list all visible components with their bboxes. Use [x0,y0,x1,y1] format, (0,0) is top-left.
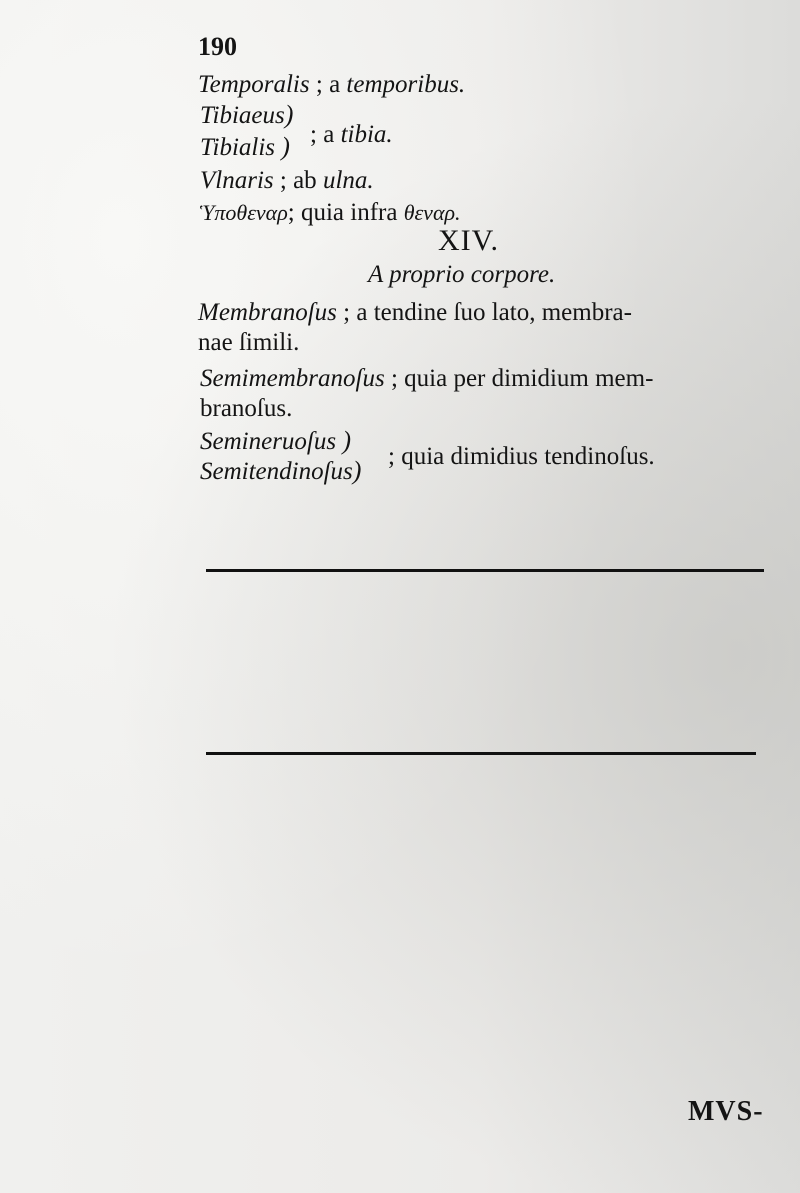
catchword: MVS- [688,1096,764,1127]
entry-term: Vlnaris [200,167,274,194]
entry-separator: ; [343,299,351,326]
entry-ulnaris [200,166,374,196]
brace-top: ) [342,426,352,455]
entry-prefix: a [329,71,341,98]
entry-term: Semitendinoſus [200,458,353,485]
entry-tibia-explanation [310,120,393,150]
entry-tibiaeus [200,100,293,131]
entry-text: quia per dimidium mem- [404,365,654,392]
entry-tibialis [200,132,290,163]
entry-prefix: a [323,121,335,148]
entry-separator: ; [315,71,323,98]
entry-separator: ; [310,121,317,148]
entry-greek: θεναρ. [403,200,461,225]
entry-temporalis [198,70,465,100]
entry-term-greek: Ὑποθεναρ [200,200,288,225]
entry-source: temporibus. [346,71,466,98]
entry-membranosus-line2: nae ſimili. [198,329,300,356]
entry-semi-explanation [388,442,655,472]
entry-separator: ; [287,199,295,226]
entry-hypothenar [200,198,461,228]
entry-term: Tibialis [200,134,276,161]
horizontal-rule-bottom [206,752,756,755]
entry-membranosus-line1 [198,298,632,328]
entry-source: ulna. [322,167,374,194]
entry-term: Membranoſus [198,299,337,326]
entry-term: Temporalis [198,71,310,98]
horizontal-rule-top [206,569,764,572]
entry-semitendinosus [200,456,361,487]
entry-text: quia infra [300,199,398,226]
entry-separator: ; [390,365,398,392]
entry-source: tibia. [340,121,393,148]
entry-semineruosus [200,426,351,457]
entry-term: Semineruoſus [200,428,337,455]
brace-top: ) [284,100,294,129]
entry-semimembranosus-line2: branoſus. [200,395,293,422]
brace-bottom: ) [352,456,362,485]
entry-separator: ; [388,443,395,470]
entry-text: a tendine ſuo lato, membra- [356,299,632,326]
entry-semimembranosus-line1 [200,364,653,394]
entry-text: quia dimidius tendinoſus. [401,443,655,470]
entry-term: Semimembranoſus [200,365,385,392]
entry-separator: ; [279,167,287,194]
entry-term: Tibiaeus [200,102,285,129]
section-number: XIV. [438,224,499,257]
entry-prefix: ab [293,167,317,194]
page-number: 190 [198,32,237,61]
brace-bottom: ) [281,132,290,161]
section-subtitle: A proprio corpore. [368,261,556,288]
